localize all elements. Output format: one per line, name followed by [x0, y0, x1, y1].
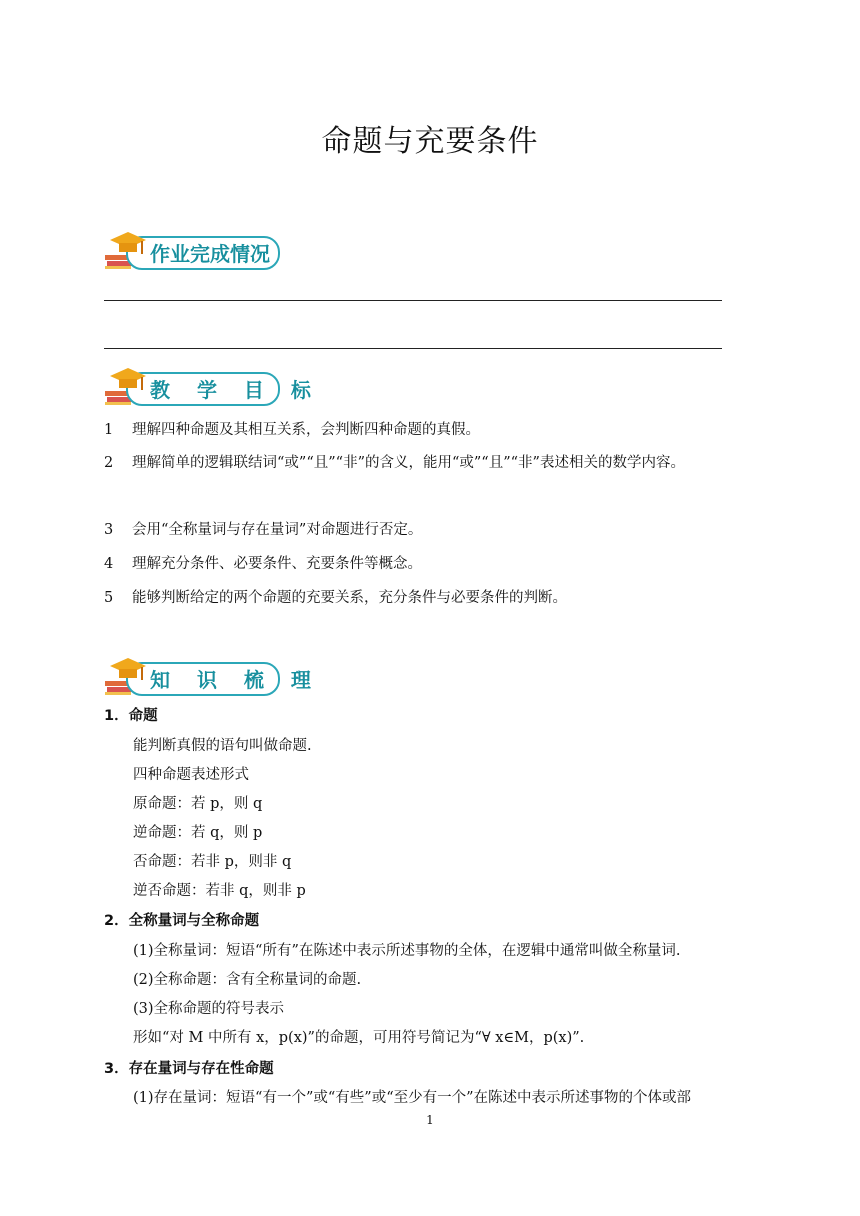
goal-number: 1 [104, 422, 114, 438]
section-text: 形如“对 M 中所有 x，p(x)”的命题，可用符号简记为“∀ x∈M，p(x)”. [133, 1030, 585, 1046]
section-text: (1)存在量词：短语“有一个”或“有些”或“至少有一个”在陈述中表示所述事物的个体或部 [133, 1090, 692, 1106]
banner-goals [102, 366, 321, 416]
section-heading: 3．存在量词与存在性命题 [104, 1061, 274, 1077]
section-text: 四种命题表述形式 [133, 767, 249, 783]
goal-text: 理解简单的逻辑联结词“或”“且”“非”的含义，能用“或”“且”“非”表述相关的数学内容。 [132, 455, 685, 471]
goal-number: 3 [104, 522, 114, 538]
goal-item [104, 552, 422, 573]
section-heading: 1．命题 [104, 708, 158, 724]
section-text: 逆命题：若 q，则 p [133, 825, 263, 841]
goal-text: 能够判断给定的两个命题的充要关系，充分条件与必要条件的判断。 [132, 590, 567, 606]
answer-line [104, 348, 722, 349]
goal-item [104, 518, 422, 539]
section-text: 否命题：若非 p，则非 q [133, 854, 292, 870]
goal-text: 会用“全称量词与存在量词”对命题进行否定。 [132, 522, 423, 538]
answer-line [104, 300, 722, 301]
section-text: (1)全称量词：短语“所有”在陈述中表示所述事物的全体，在逻辑中通常叫做全称量词. [133, 943, 681, 959]
page-number: 1 [426, 1113, 434, 1127]
section-text: 能判断真假的语句叫做命题. [133, 738, 312, 754]
section-heading: 2．全称量词与全称命题 [104, 913, 260, 929]
banner-label: 作业完成情况 [150, 242, 270, 266]
section-text: (3)全称命题的符号表示 [133, 1001, 285, 1017]
goal-text: 理解四种命题及其相互关系，会判断四种命题的真假。 [132, 422, 480, 438]
banner-label: 知 识 梳 理 [150, 668, 321, 692]
graduation-cap-icon [108, 366, 148, 400]
page-title: 命题与充要条件 [321, 124, 539, 159]
goal-item [104, 445, 758, 481]
section-text: (2)全称命题：含有全称量词的命题. [133, 972, 362, 988]
graduation-cap-icon [108, 656, 148, 690]
goal-text: 理解充分条件、必要条件、充要条件等概念。 [132, 556, 422, 572]
graduation-cap-icon [108, 230, 148, 264]
goal-number: 4 [104, 556, 114, 572]
banner-knowledge [102, 656, 321, 706]
goal-number: 5 [104, 590, 114, 606]
banner-homework [102, 230, 282, 280]
goal-item [104, 586, 567, 607]
goal-number: 2 [104, 455, 114, 471]
goal-item [104, 418, 480, 439]
banner-label: 教 学 目 标 [150, 378, 321, 402]
section-text: 原命题：若 p，则 q [133, 796, 263, 812]
section-text: 逆否命题：若非 q，则非 p [133, 883, 306, 899]
